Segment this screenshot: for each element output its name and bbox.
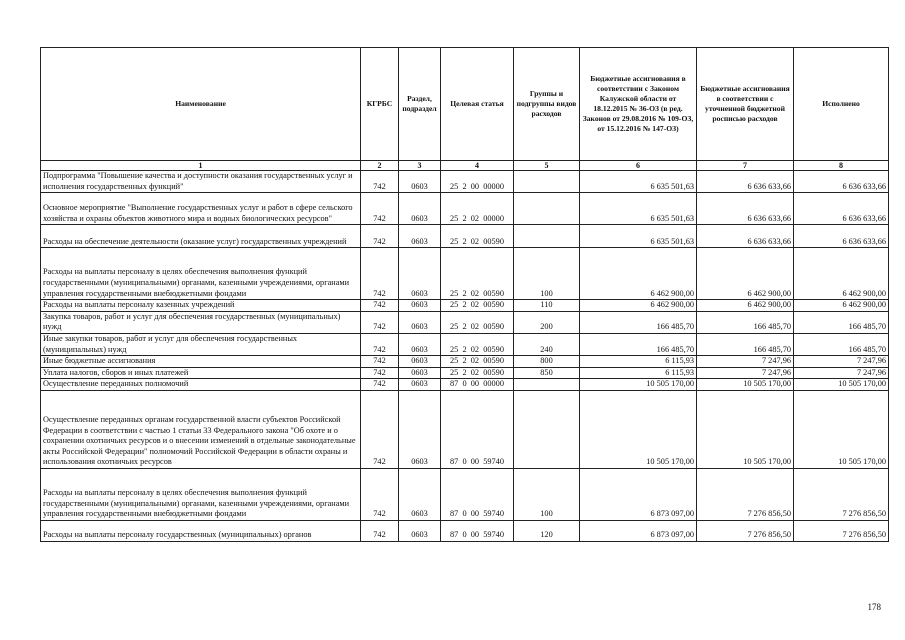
row-kgrbs: 742 — [361, 193, 399, 225]
row-section: 0603 — [399, 520, 441, 541]
row-section: 0603 — [399, 248, 441, 300]
row-assign-law: 6 873 097,00 — [580, 468, 697, 520]
header-section: Раздел, подраздел — [399, 48, 441, 161]
row-group: 110 — [514, 300, 580, 312]
row-executed: 6 636 633,66 — [794, 171, 889, 193]
row-executed: 7 276 856,50 — [794, 468, 889, 520]
table-row — [41, 367, 889, 379]
row-executed: 6 636 633,66 — [794, 225, 889, 248]
row-kgrbs: 742 — [361, 390, 399, 468]
table-row — [41, 356, 889, 368]
row-section: 0603 — [399, 367, 441, 379]
table-row — [41, 333, 889, 355]
row-target: 25 2 02 00000 — [441, 193, 514, 225]
row-assign-list: 6 462 900,00 — [697, 248, 794, 300]
row-assign-list: 7 247,96 — [697, 356, 794, 368]
row-name: Иные закупки товаров, работ и услуг для обеспечения государственных (муниципальных) нужд — [41, 333, 361, 355]
row-name: Расходы на выплаты персоналу в целях обеспечения выполнения функций государственными (муниципальными) органами, казенными учреждениями, органами управления государственными внебюджетными фондами — [41, 468, 361, 520]
row-assign-list: 7 276 856,50 — [697, 520, 794, 541]
row-assign-law: 166 485,70 — [580, 333, 697, 355]
budget-table — [40, 47, 889, 542]
header-assign-list: Бюджетные ассигнования в соответствии с уточненной бюджетной росписью расходов — [697, 48, 794, 161]
row-assign-law: 10 505 170,00 — [580, 379, 697, 391]
row-kgrbs: 742 — [361, 333, 399, 355]
row-section: 0603 — [399, 356, 441, 368]
table-row — [41, 193, 889, 225]
row-name: Уплата налогов, сборов и иных платежей — [41, 367, 361, 379]
row-target: 87 0 00 59740 — [441, 390, 514, 468]
row-executed: 6 636 633,66 — [794, 193, 889, 225]
header-target: Целевая статья — [441, 48, 514, 161]
row-group — [514, 225, 580, 248]
row-group: 850 — [514, 367, 580, 379]
row-assign-list: 6 636 633,66 — [697, 225, 794, 248]
row-target: 25 2 02 00590 — [441, 300, 514, 312]
table-row — [41, 379, 889, 391]
row-kgrbs: 742 — [361, 225, 399, 248]
column-number: 6 — [580, 161, 697, 171]
table-row — [41, 520, 889, 541]
row-section: 0603 — [399, 379, 441, 391]
header-executed: Исполнено — [794, 48, 889, 161]
row-group: 120 — [514, 520, 580, 541]
row-target: 25 2 02 00590 — [441, 333, 514, 355]
column-number: 1 — [41, 161, 361, 171]
row-kgrbs: 742 — [361, 300, 399, 312]
row-target: 25 2 00 00000 — [441, 171, 514, 193]
row-name: Расходы на выплаты персоналу государственных (муниципальных) органов — [41, 520, 361, 541]
row-name: Расходы на выплаты персоналу в целях обеспечения выполнения функций государственными (муниципальными) органами, казенными учреждениями, органами управления государственными внебюджетными фондами — [41, 248, 361, 300]
column-number: 2 — [361, 161, 399, 171]
table-row — [41, 311, 889, 333]
row-assign-law: 6 873 097,00 — [580, 520, 697, 541]
row-section: 0603 — [399, 193, 441, 225]
row-kgrbs: 742 — [361, 311, 399, 333]
row-group: 240 — [514, 333, 580, 355]
table-row — [41, 390, 889, 468]
row-assign-law: 6 635 501,63 — [580, 225, 697, 248]
row-executed: 7 276 856,50 — [794, 520, 889, 541]
row-assign-law: 6 635 501,63 — [580, 171, 697, 193]
row-name: Закупка товаров, работ и услуг для обеспечения государственных (муниципальных) нужд — [41, 311, 361, 333]
row-target: 87 0 00 59740 — [441, 468, 514, 520]
column-number: 3 — [399, 161, 441, 171]
column-number: 8 — [794, 161, 889, 171]
row-group: 800 — [514, 356, 580, 368]
row-kgrbs: 742 — [361, 379, 399, 391]
row-section: 0603 — [399, 225, 441, 248]
table-row — [41, 171, 889, 193]
row-target: 25 2 02 00590 — [441, 356, 514, 368]
row-assign-law: 6 635 501,63 — [580, 193, 697, 225]
row-assign-list: 166 485,70 — [697, 311, 794, 333]
row-target: 87 0 00 00000 — [441, 379, 514, 391]
row-executed: 166 485,70 — [794, 311, 889, 333]
row-target: 25 2 02 00590 — [441, 248, 514, 300]
row-assign-law: 6 115,93 — [580, 356, 697, 368]
row-executed: 7 247,96 — [794, 367, 889, 379]
row-name: Расходы на обеспечение деятельности (оказание услуг) государственных учреждений — [41, 225, 361, 248]
row-section: 0603 — [399, 311, 441, 333]
row-kgrbs: 742 — [361, 520, 399, 541]
row-name: Иные бюджетные ассигнования — [41, 356, 361, 368]
row-group — [514, 390, 580, 468]
row-assign-list: 6 636 633,66 — [697, 171, 794, 193]
row-section: 0603 — [399, 333, 441, 355]
row-section: 0603 — [399, 468, 441, 520]
column-number: 7 — [697, 161, 794, 171]
row-group — [514, 379, 580, 391]
header-assign-law: Бюджетные ассигнования в соответствии с Законом Калужской области от 18.12.2015 № 36-ОЗ (в ред. Законов от 29.08.2016 № 109-ОЗ, от 15.12.2016 № 147-ОЗ) — [580, 48, 697, 161]
row-name: Основное мероприятие "Выполнение государственных услуг и работ в сфере сельского хозяйства и охраны объектов животного мира и водных биологических ресурсов" — [41, 193, 361, 225]
row-executed: 10 505 170,00 — [794, 379, 889, 391]
table-header — [41, 48, 889, 171]
row-kgrbs: 742 — [361, 248, 399, 300]
row-executed: 6 462 900,00 — [794, 248, 889, 300]
row-kgrbs: 742 — [361, 468, 399, 520]
row-assign-list: 10 505 170,00 — [697, 390, 794, 468]
row-kgrbs: 742 — [361, 171, 399, 193]
header-groups: Группы и подгруппы видов расходов — [514, 48, 580, 161]
row-assign-law: 166 485,70 — [580, 311, 697, 333]
row-assign-law: 10 505 170,00 — [580, 390, 697, 468]
column-number: 5 — [514, 161, 580, 171]
row-assign-list: 7 276 856,50 — [697, 468, 794, 520]
table-row — [41, 248, 889, 300]
column-number: 4 — [441, 161, 514, 171]
row-kgrbs: 742 — [361, 367, 399, 379]
table-body — [41, 171, 889, 542]
row-section: 0603 — [399, 300, 441, 312]
row-executed: 166 485,70 — [794, 333, 889, 355]
row-name: Подпрограмма "Повышение качества и доступности оказания государственных услуг и исполнения государственных функций" — [41, 171, 361, 193]
row-group: 100 — [514, 248, 580, 300]
table-row — [41, 225, 889, 248]
row-executed: 10 505 170,00 — [794, 390, 889, 468]
header-name: Наименование — [41, 48, 361, 161]
row-assign-list: 6 636 633,66 — [697, 193, 794, 225]
row-assign-list: 6 462 900,00 — [697, 300, 794, 312]
row-name: Осуществление переданных органам государственной власти субъектов Российской Федерации в соответствии с частью 1 статьи 33 Федерального закона "Об охоте и о сохранении охотничьих ресурсов и о внесении изменений в отдельные законодательные акты Российской Федерации" полномочий Российской Федерации в области охраны и использования охотничьих ресурсов — [41, 390, 361, 468]
row-assign-law: 6 115,93 — [580, 367, 697, 379]
table-row — [41, 468, 889, 520]
row-kgrbs: 742 — [361, 356, 399, 368]
page-number: 178 — [867, 602, 881, 612]
row-group: 200 — [514, 311, 580, 333]
row-section: 0603 — [399, 171, 441, 193]
row-group — [514, 171, 580, 193]
header-kgrbs: КГРБС — [361, 48, 399, 161]
row-assign-list: 10 505 170,00 — [697, 379, 794, 391]
row-executed: 6 462 900,00 — [794, 300, 889, 312]
row-target: 25 2 02 00590 — [441, 225, 514, 248]
row-target: 25 2 02 00590 — [441, 311, 514, 333]
table-row — [41, 300, 889, 312]
row-assign-law: 6 462 900,00 — [580, 300, 697, 312]
row-target: 25 2 02 00590 — [441, 367, 514, 379]
row-executed: 7 247,96 — [794, 356, 889, 368]
row-target: 87 0 00 59740 — [441, 520, 514, 541]
row-group — [514, 193, 580, 225]
row-name: Расходы на выплаты персоналу казенных учреждений — [41, 300, 361, 312]
row-name: Осуществление переданных полномочий — [41, 379, 361, 391]
row-assign-list: 7 247,96 — [697, 367, 794, 379]
row-section: 0603 — [399, 390, 441, 468]
row-assign-list: 166 485,70 — [697, 333, 794, 355]
column-number-row — [41, 161, 889, 171]
row-assign-law: 6 462 900,00 — [580, 248, 697, 300]
row-group: 100 — [514, 468, 580, 520]
